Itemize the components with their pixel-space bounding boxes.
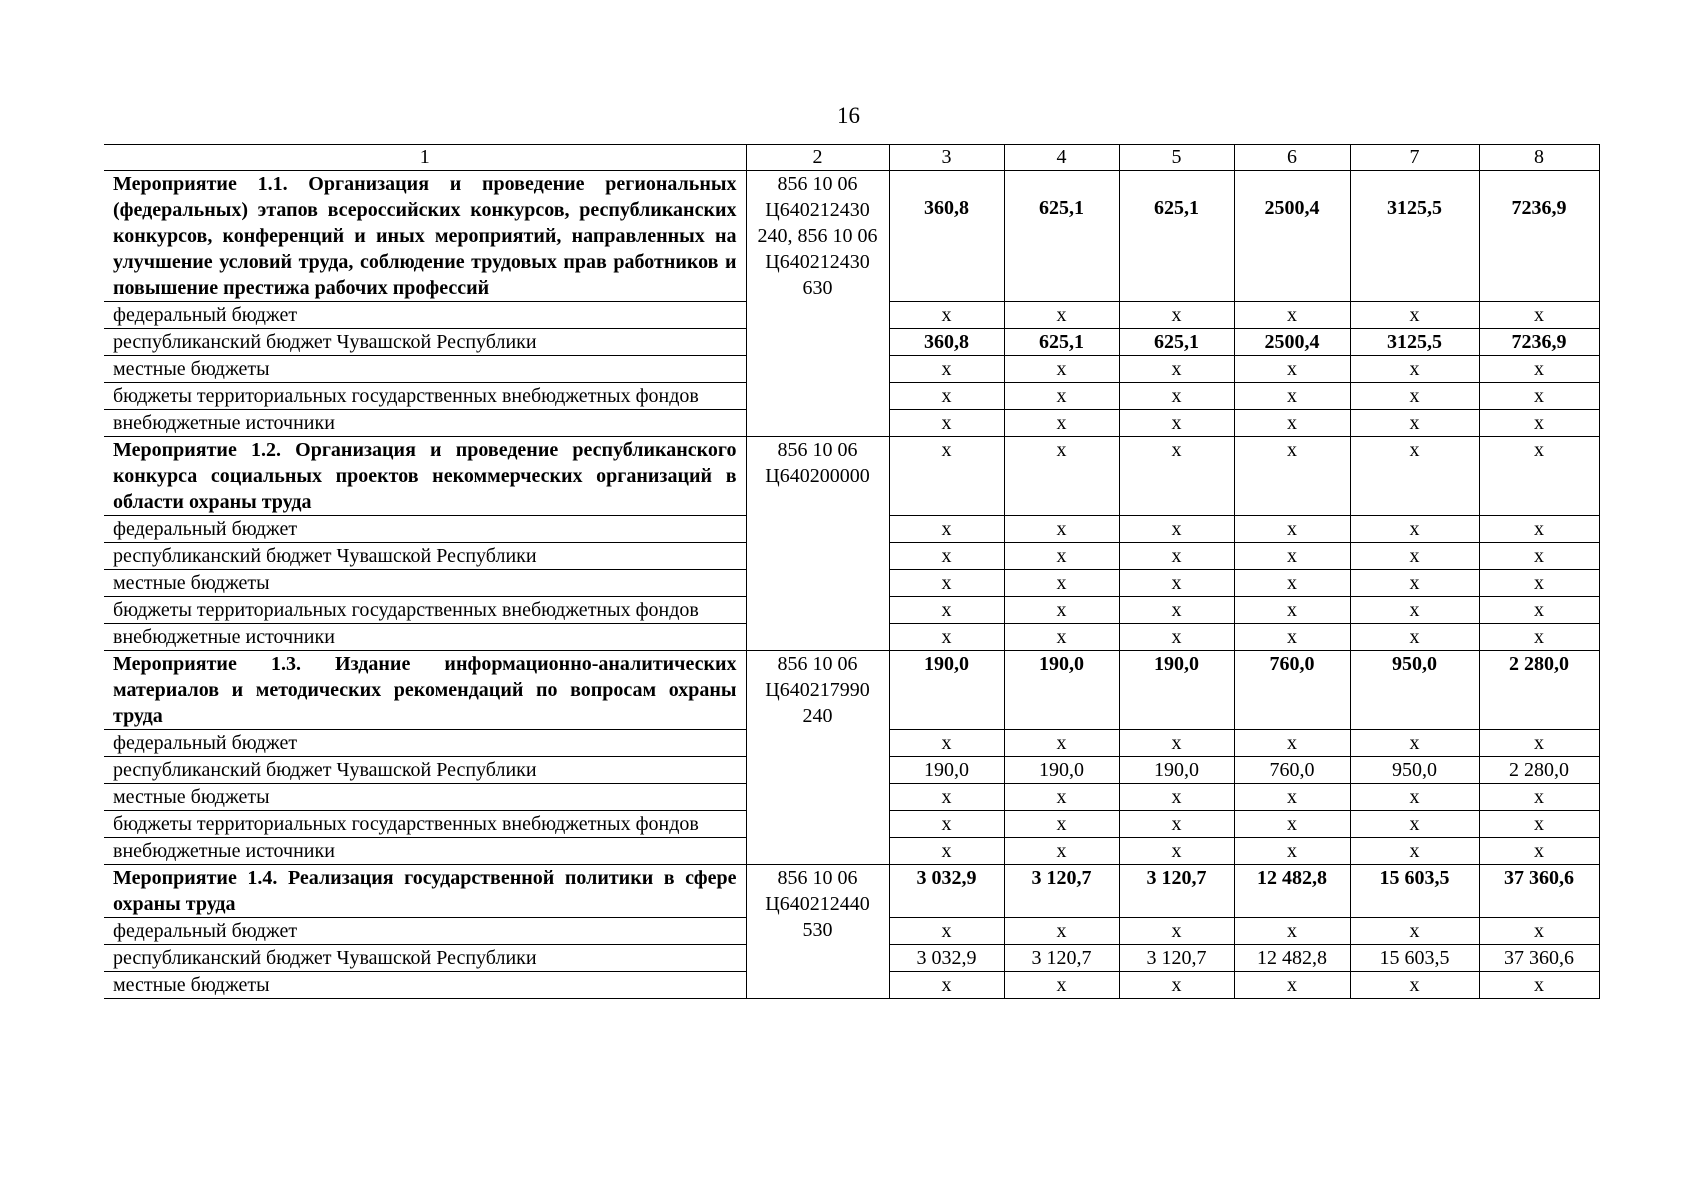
- value-cell: х: [1004, 784, 1119, 811]
- value-cell: 12 482,8: [1234, 945, 1350, 972]
- value-cell: х: [1004, 356, 1119, 383]
- value-cell: х: [1350, 570, 1479, 597]
- value-cell: х: [889, 784, 1004, 811]
- value-cell: 2 280,0: [1479, 651, 1599, 730]
- column-number: 4: [1004, 145, 1119, 171]
- value-cell: х: [1479, 543, 1599, 570]
- value-cell: х: [889, 356, 1004, 383]
- value-cell: 3125,5: [1350, 171, 1479, 302]
- value-cell: х: [1479, 811, 1599, 838]
- value-cell: х: [1350, 624, 1479, 651]
- value-cell: х: [1119, 410, 1234, 437]
- column-number: 8: [1479, 145, 1599, 171]
- value-cell: х: [1350, 410, 1479, 437]
- value-cell: 37 360,6: [1479, 945, 1599, 972]
- value-cell: х: [1004, 516, 1119, 543]
- value-cell: х: [1479, 383, 1599, 410]
- value-cell: х: [1234, 356, 1350, 383]
- value-cell: х: [1119, 838, 1234, 865]
- value-cell: 625,1: [1004, 171, 1119, 302]
- value-cell: х: [1119, 543, 1234, 570]
- funding-source-label: местные бюджеты: [104, 784, 746, 811]
- column-number: 6: [1234, 145, 1350, 171]
- value-cell: 3 120,7: [1004, 865, 1119, 918]
- value-cell: х: [1479, 972, 1599, 999]
- value-cell: х: [1350, 838, 1479, 865]
- value-cell: х: [1119, 383, 1234, 410]
- value-cell: х: [1234, 972, 1350, 999]
- value-cell: х: [1119, 597, 1234, 624]
- funding-source-label: бюджеты территориальных государственных внебюджетных фондов: [104, 597, 746, 624]
- value-cell: 7236,9: [1479, 329, 1599, 356]
- value-cell: х: [1479, 624, 1599, 651]
- value-cell: 3 032,9: [889, 945, 1004, 972]
- value-cell: 190,0: [1004, 651, 1119, 730]
- value-cell: х: [1350, 597, 1479, 624]
- value-cell: х: [1479, 597, 1599, 624]
- value-cell: 760,0: [1234, 757, 1350, 784]
- value-cell: х: [1119, 624, 1234, 651]
- value-cell: х: [889, 918, 1004, 945]
- value-cell: 15 603,5: [1350, 945, 1479, 972]
- value-cell: х: [1234, 624, 1350, 651]
- funding-source-label: республиканский бюджет Чувашской Республики: [104, 945, 746, 972]
- value-cell: х: [889, 811, 1004, 838]
- value-cell: 3125,5: [1350, 329, 1479, 356]
- value-cell: х: [1350, 811, 1479, 838]
- value-cell: 3 120,7: [1119, 945, 1234, 972]
- table-body: [104, 145, 1599, 999]
- funding-source-label: местные бюджеты: [104, 972, 746, 999]
- value-cell: х: [1350, 356, 1479, 383]
- funding-source-label: внебюджетные источники: [104, 838, 746, 865]
- value-cell: х: [1234, 383, 1350, 410]
- column-number: 1: [104, 145, 746, 171]
- value-cell: 2 280,0: [1479, 757, 1599, 784]
- value-cell: 15 603,5: [1350, 865, 1479, 918]
- value-cell: 760,0: [1234, 651, 1350, 730]
- value-cell: х: [1234, 838, 1350, 865]
- value-cell: х: [1004, 918, 1119, 945]
- funding-source-label: внебюджетные источники: [104, 624, 746, 651]
- value-cell: х: [1004, 383, 1119, 410]
- value-cell: х: [1479, 356, 1599, 383]
- event-title: Мероприятие 1.3. Издание информационно-аналитических материалов и методических рекомендаций по вопросам охраны труда: [104, 651, 746, 730]
- column-number: 3: [889, 145, 1004, 171]
- value-cell: х: [1119, 570, 1234, 597]
- event-title: Мероприятие 1.4. Реализация государственной политики в сфере охраны труда: [104, 865, 746, 918]
- value-cell: 190,0: [1119, 651, 1234, 730]
- value-cell: х: [889, 516, 1004, 543]
- value-cell: х: [1004, 730, 1119, 757]
- value-cell: х: [1479, 784, 1599, 811]
- value-cell: х: [1479, 730, 1599, 757]
- funding-source-label: федеральный бюджет: [104, 730, 746, 757]
- value-cell: х: [1119, 356, 1234, 383]
- value-cell: х: [1119, 972, 1234, 999]
- funding-source-label: республиканский бюджет Чувашской Республики: [104, 329, 746, 356]
- value-cell: х: [889, 624, 1004, 651]
- value-cell: х: [1234, 570, 1350, 597]
- value-cell: 190,0: [1004, 757, 1119, 784]
- value-cell: 3 120,7: [1119, 865, 1234, 918]
- funding-source-label: федеральный бюджет: [104, 516, 746, 543]
- value-cell: х: [889, 383, 1004, 410]
- value-cell: х: [1119, 811, 1234, 838]
- event-title: Мероприятие 1.1. Организация и проведение региональных (федеральных) этапов всероссийских конкурсов, республиканских конкурсов, конференций и иных мероприятий, направленных на улучшение условий труда, соблюдение трудовых прав работников и повышение престижа рабочих профессий: [104, 171, 746, 302]
- value-cell: х: [1234, 784, 1350, 811]
- value-cell: х: [1234, 543, 1350, 570]
- value-cell: 2500,4: [1234, 171, 1350, 302]
- value-cell: х: [1004, 972, 1119, 999]
- value-cell: х: [1119, 784, 1234, 811]
- value-cell: х: [889, 410, 1004, 437]
- funding-source-label: республиканский бюджет Чувашской Республики: [104, 757, 746, 784]
- value-cell: 625,1: [1119, 171, 1234, 302]
- value-cell: 12 482,8: [1234, 865, 1350, 918]
- budget-classification-code: 856 10 06 Ц640212430 240, 856 10 06 Ц640212430 630: [746, 171, 889, 437]
- value-cell: 3 032,9: [889, 865, 1004, 918]
- budget-classification-code: 856 10 06 Ц640200000: [746, 437, 889, 651]
- value-cell: х: [1350, 383, 1479, 410]
- budget-table: [104, 144, 1600, 999]
- value-cell: х: [1004, 624, 1119, 651]
- value-cell: 950,0: [1350, 651, 1479, 730]
- value-cell: х: [1004, 410, 1119, 437]
- event-row: [104, 171, 1599, 302]
- value-cell: х: [1350, 730, 1479, 757]
- value-cell: х: [1350, 516, 1479, 543]
- value-cell: х: [1234, 437, 1350, 516]
- event-row: [104, 865, 1599, 918]
- event-row: [104, 651, 1599, 730]
- value-cell: х: [1004, 437, 1119, 516]
- budget-classification-code: 856 10 06 Ц640212440 530: [746, 865, 889, 999]
- value-cell: х: [889, 597, 1004, 624]
- value-cell: х: [1479, 918, 1599, 945]
- value-cell: х: [1350, 918, 1479, 945]
- value-cell: х: [1479, 516, 1599, 543]
- funding-source-label: бюджеты территориальных государственных внебюджетных фондов: [104, 811, 746, 838]
- value-cell: х: [1479, 838, 1599, 865]
- funding-source-label: федеральный бюджет: [104, 302, 746, 329]
- value-cell: 190,0: [889, 757, 1004, 784]
- value-cell: х: [1119, 516, 1234, 543]
- value-cell: х: [889, 838, 1004, 865]
- page-number: 16: [837, 103, 860, 128]
- value-cell: х: [1004, 570, 1119, 597]
- value-cell: х: [1119, 730, 1234, 757]
- funding-source-label: местные бюджеты: [104, 570, 746, 597]
- value-cell: х: [1119, 918, 1234, 945]
- value-cell: х: [1479, 570, 1599, 597]
- column-number: 5: [1119, 145, 1234, 171]
- value-cell: 625,1: [1004, 329, 1119, 356]
- value-cell: х: [889, 730, 1004, 757]
- value-cell: 2500,4: [1234, 329, 1350, 356]
- value-cell: х: [1004, 811, 1119, 838]
- funding-source-label: бюджеты территориальных государственных внебюджетных фондов: [104, 383, 746, 410]
- value-cell: х: [1119, 437, 1234, 516]
- value-cell: х: [1479, 410, 1599, 437]
- value-cell: х: [1234, 730, 1350, 757]
- column-number-row: [104, 145, 1599, 171]
- value-cell: 190,0: [1119, 757, 1234, 784]
- value-cell: х: [1350, 437, 1479, 516]
- value-cell: х: [1004, 302, 1119, 329]
- value-cell: х: [1350, 543, 1479, 570]
- value-cell: х: [1004, 543, 1119, 570]
- value-cell: х: [889, 570, 1004, 597]
- funding-source-label: местные бюджеты: [104, 356, 746, 383]
- value-cell: х: [1234, 410, 1350, 437]
- value-cell: х: [1234, 516, 1350, 543]
- funding-source-label: внебюджетные источники: [104, 410, 746, 437]
- budget-classification-code: 856 10 06 Ц640217990 240: [746, 651, 889, 865]
- value-cell: 950,0: [1350, 757, 1479, 784]
- value-cell: х: [889, 543, 1004, 570]
- value-cell: 625,1: [1119, 329, 1234, 356]
- value-cell: х: [1479, 437, 1599, 516]
- value-cell: х: [1350, 784, 1479, 811]
- funding-source-label: республиканский бюджет Чувашской Республики: [104, 543, 746, 570]
- value-cell: х: [1350, 972, 1479, 999]
- value-cell: х: [1119, 302, 1234, 329]
- value-cell: х: [889, 302, 1004, 329]
- event-title: Мероприятие 1.2. Организация и проведение республиканского конкурса социальных проектов некоммерческих организаций в области охраны труда: [104, 437, 746, 516]
- value-cell: 37 360,6: [1479, 865, 1599, 918]
- value-cell: х: [1004, 838, 1119, 865]
- value-cell: х: [1479, 302, 1599, 329]
- funding-source-label: федеральный бюджет: [104, 918, 746, 945]
- value-cell: х: [1234, 811, 1350, 838]
- value-cell: х: [1350, 302, 1479, 329]
- event-row: [104, 437, 1599, 516]
- value-cell: х: [1234, 302, 1350, 329]
- column-number: 7: [1350, 145, 1479, 171]
- column-number: 2: [746, 145, 889, 171]
- value-cell: 7236,9: [1479, 171, 1599, 302]
- value-cell: х: [1004, 597, 1119, 624]
- value-cell: 190,0: [889, 651, 1004, 730]
- value-cell: х: [889, 437, 1004, 516]
- value-cell: 360,8: [889, 329, 1004, 356]
- value-cell: х: [1234, 918, 1350, 945]
- value-cell: 3 120,7: [1004, 945, 1119, 972]
- value-cell: х: [1234, 597, 1350, 624]
- value-cell: 360,8: [889, 171, 1004, 302]
- value-cell: х: [889, 972, 1004, 999]
